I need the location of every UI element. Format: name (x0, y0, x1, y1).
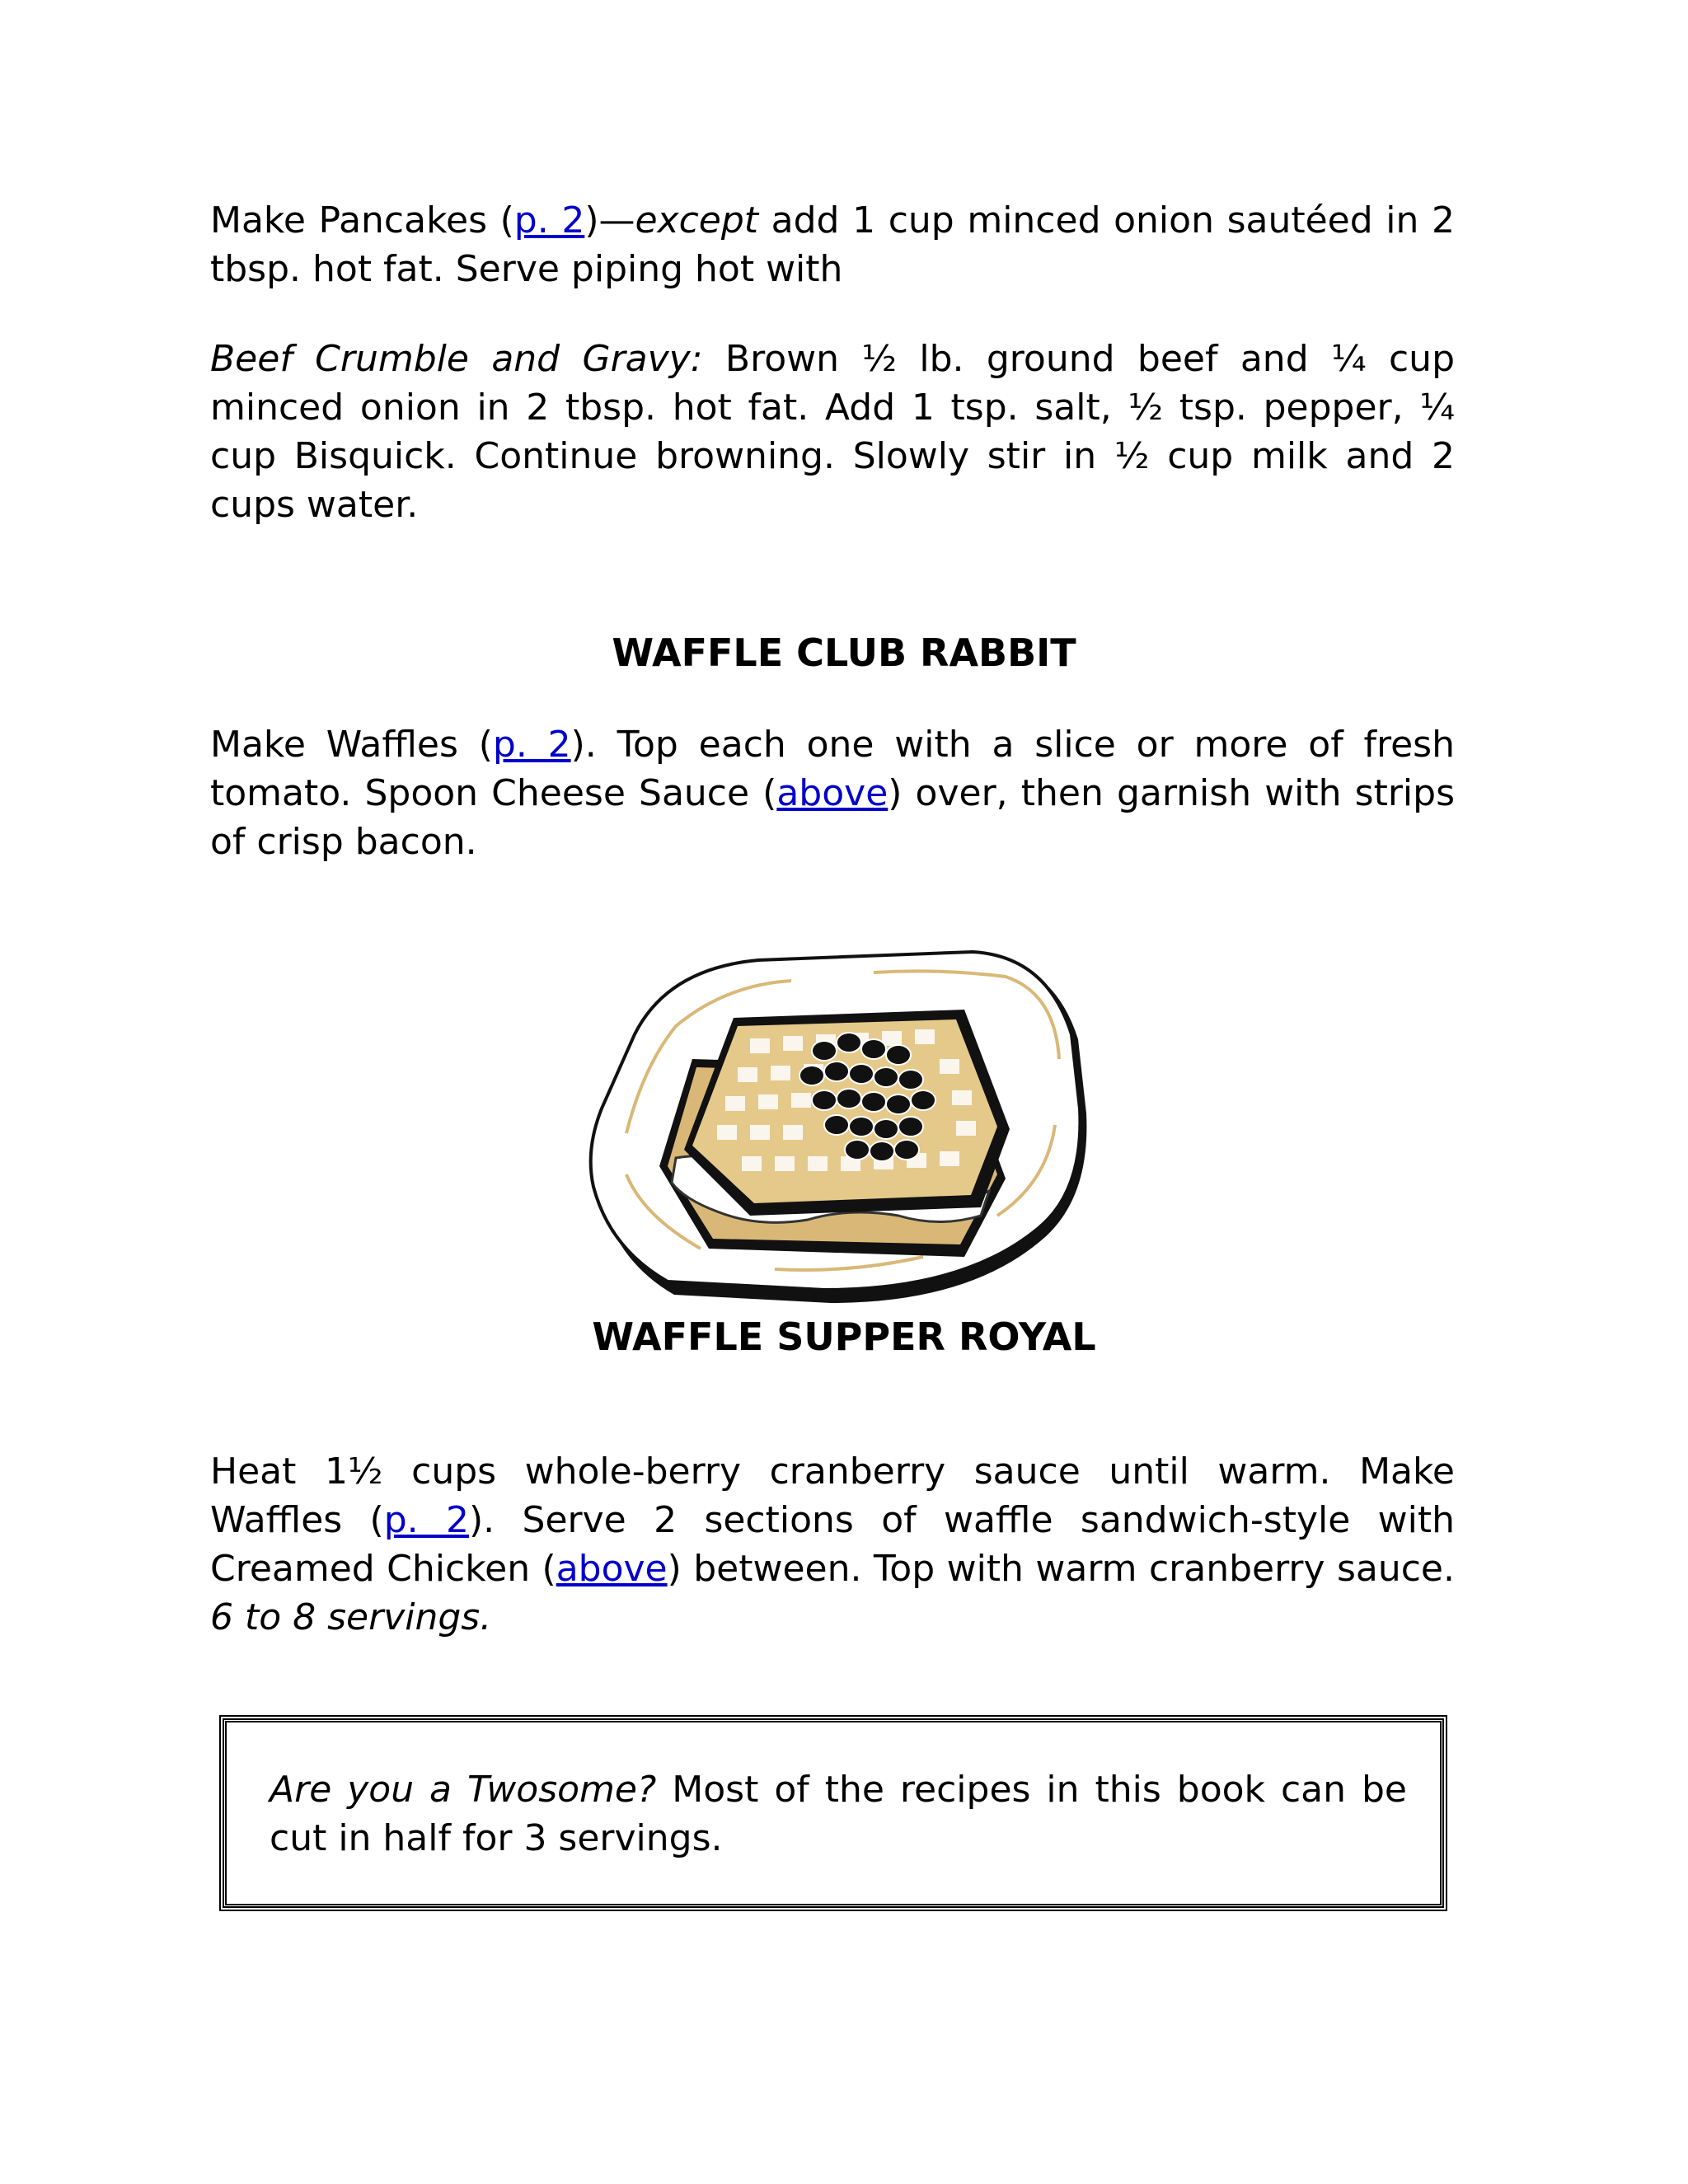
text: )— (584, 199, 635, 241)
text: ). Serve 2 sections of waffle sandwich-style with Creamed Chicken ( (210, 1499, 1455, 1590)
waffle-supper-royal-title: WAFFLE SUPPER ROYAL (592, 1315, 1096, 1359)
text: ). Top each one with a slice or more of fresh tomato. Spoon Cheese Sauce ( (210, 724, 1455, 814)
creamed-chicken-above-link[interactable]: above (556, 1548, 668, 1590)
text: Most of the recipes in this book can be cut in half for 3 servings. (270, 1769, 1407, 1859)
text: Make Pancakes ( (210, 199, 514, 241)
text: Make Waffles ( (210, 724, 493, 766)
yield-servings: 6 to 8 servings. (210, 1596, 492, 1638)
emphasis-except: except (635, 199, 759, 241)
text: Heat 1½ cups whole-berry cranberry sauce until warm. Make Waffles ( (210, 1451, 1455, 1541)
text: add 1 cup minced onion sautéed in 2 tbsp. hot fat. Serve piping hot with (210, 199, 1455, 290)
twosome-tip-text (270, 1765, 1407, 1863)
waffle-club-rabbit-title: WAFFLE CLUB RABBIT (612, 630, 1076, 675)
tip-label: Are you a Twosome? (270, 1769, 657, 1811)
beef-crumble-paragraph (210, 335, 1455, 529)
cheese-sauce-above-link[interactable]: above (776, 772, 889, 814)
text: ) over, then garnish with strips of crisp bacon. (210, 772, 1455, 863)
page-2-link[interactable]: p. 2 (383, 1499, 469, 1541)
text: Brown ½ lb. ground beef and ¼ cup minced onion in 2 tbsp. hot fat. Add 1 tsp. salt, ½ tsp. pepper, ¼ cup Bisquick. Continue browning. Slowly stir in ½ cup milk and 2 cups water. (210, 338, 1456, 526)
page-2-link[interactable]: p. 2 (492, 724, 571, 766)
text: ) between. Top with warm cranberry sauce. (667, 1548, 1455, 1590)
waffle-club-rabbit-paragraph (210, 720, 1455, 866)
waffle-illustration (577, 944, 1088, 1306)
beef-crumble-label: Beef Crumble and Gravy: (210, 338, 703, 380)
waffle-supper-royal-paragraph (210, 1447, 1455, 1642)
page-2-link[interactable]: p. 2 (513, 199, 585, 241)
onion-pancakes-paragraph (210, 196, 1455, 293)
twosome-tip-box (223, 1718, 1444, 1908)
